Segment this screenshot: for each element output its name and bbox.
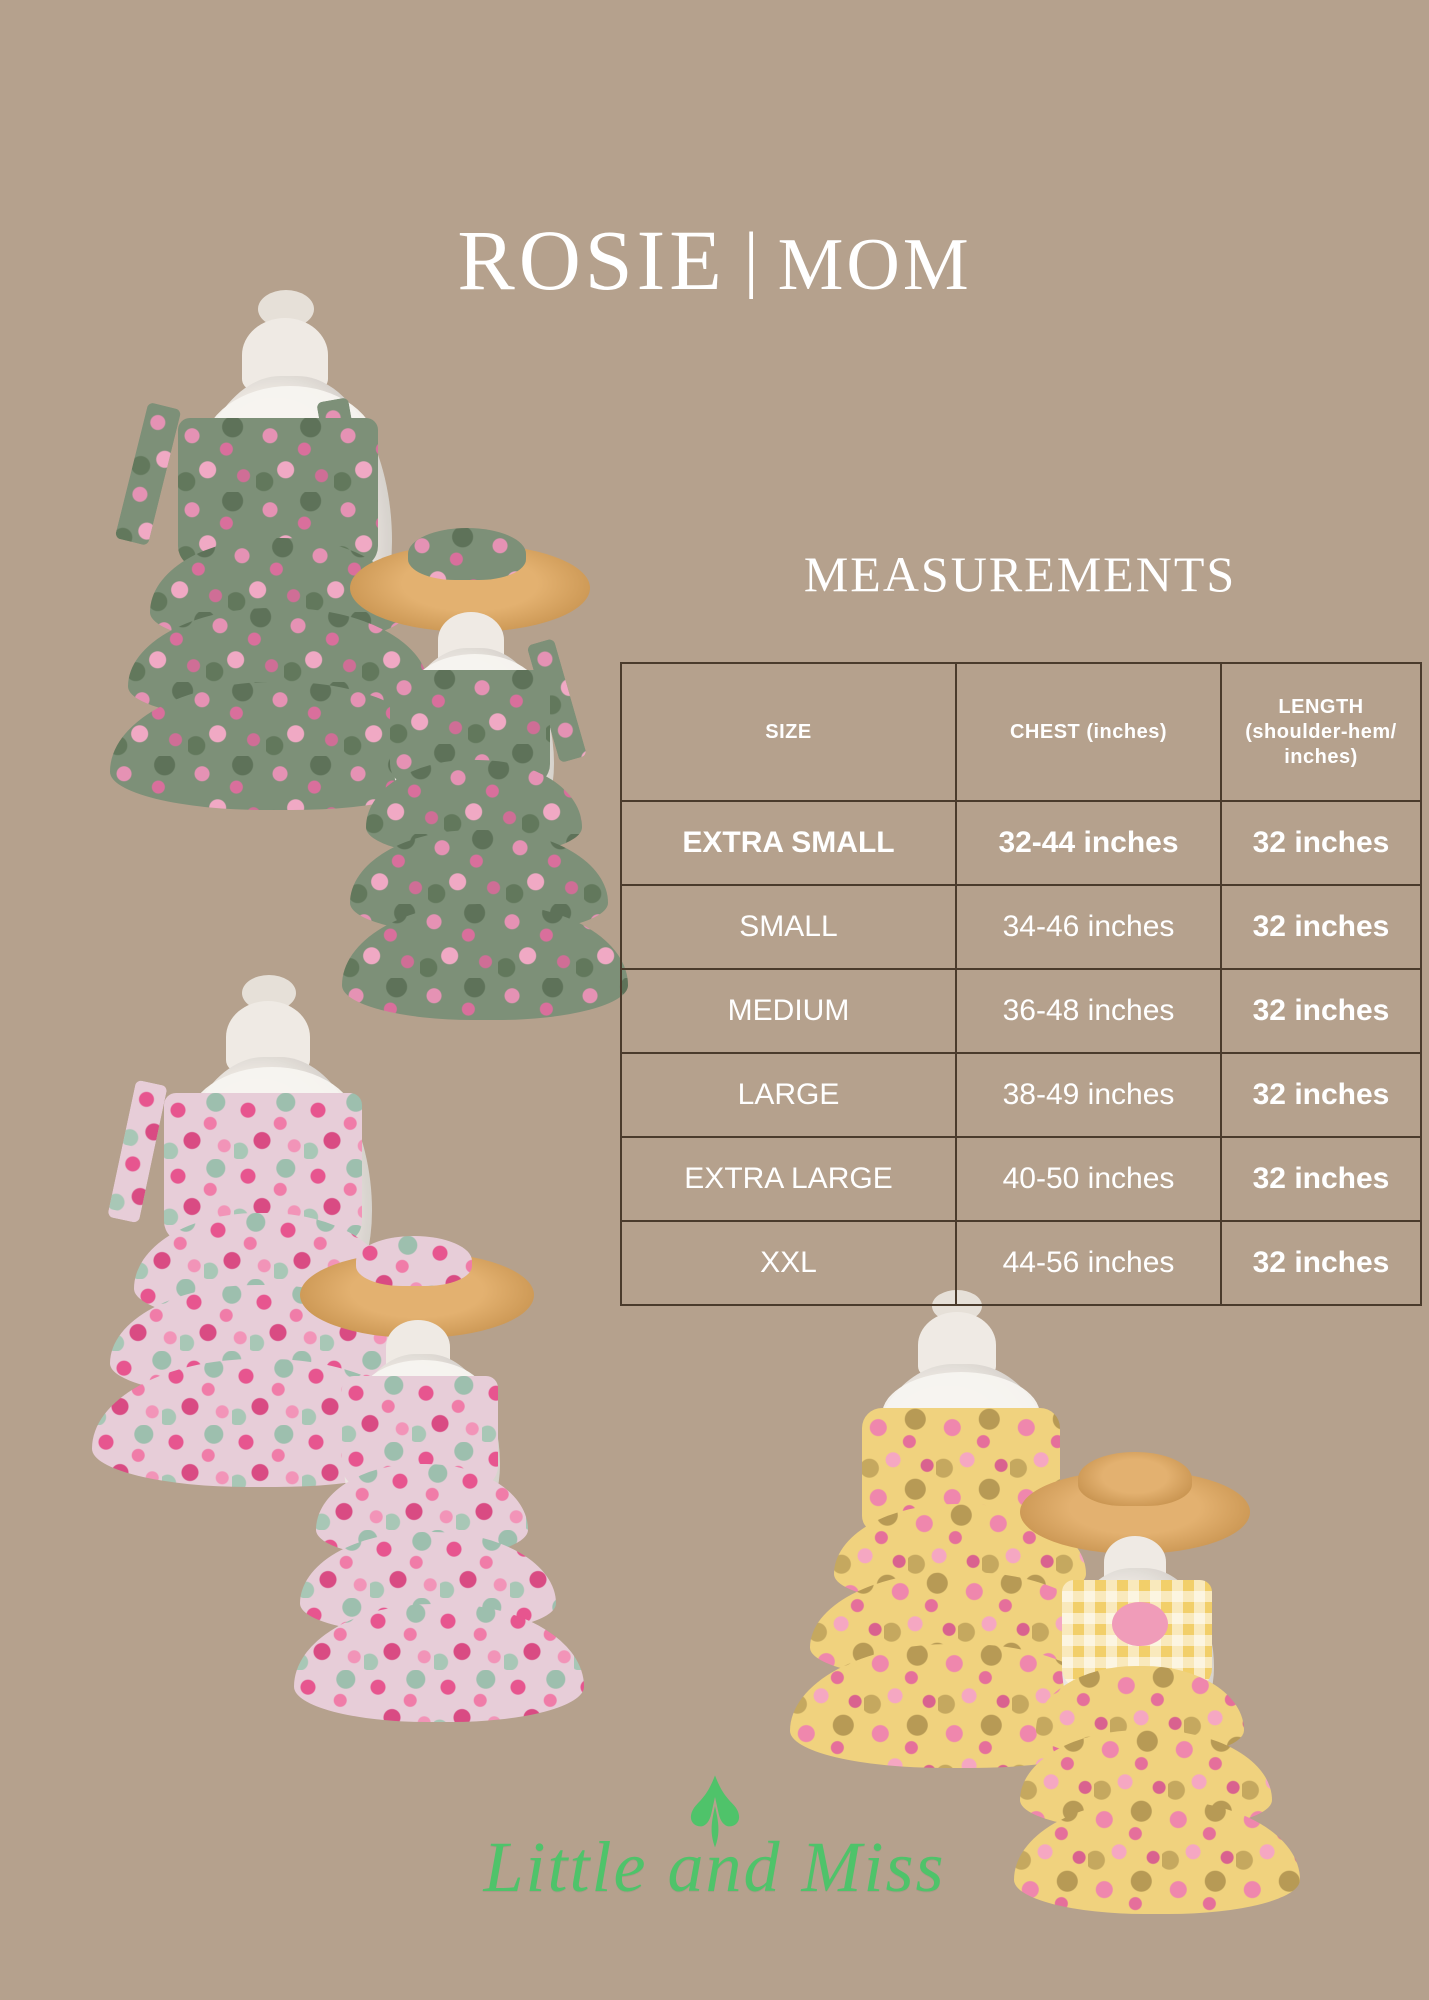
skirt-tier-1 — [316, 1464, 528, 1558]
column-header-chest: CHEST (inches) — [956, 663, 1221, 801]
table-row — [621, 1221, 1421, 1305]
table-row — [621, 885, 1421, 969]
mannequin-torso — [186, 376, 392, 676]
cell-length: 32 inches — [1221, 1137, 1421, 1221]
mannequin-torso — [868, 1364, 1054, 1564]
cell-size: EXTRA LARGE — [621, 1137, 956, 1221]
skirt-tier-3 — [294, 1604, 584, 1722]
skirt-tier-1 — [1036, 1666, 1244, 1758]
mannequin-neck — [918, 1312, 996, 1378]
measurements-heading: MEASUREMENTS — [803, 546, 1237, 602]
skirt-tier-1 — [834, 1504, 1086, 1604]
lace-top — [186, 1067, 358, 1185]
shoulder-tie-right — [527, 638, 588, 763]
straw-hat — [300, 1252, 534, 1338]
cell-length: 32 inches — [1221, 969, 1421, 1053]
rose-applique — [1112, 1602, 1168, 1646]
cell-size: SMALL — [621, 885, 956, 969]
brand-logo — [0, 1770, 1429, 1909]
mannequin-neck — [226, 1001, 310, 1073]
size-chart-table — [620, 662, 1422, 1306]
cell-length: 32 inches — [1221, 1053, 1421, 1137]
cell-chest: 34-46 inches — [956, 885, 1221, 969]
cell-chest: 40-50 inches — [956, 1137, 1221, 1221]
table-header-row — [621, 663, 1421, 801]
skirt-tier-3 — [110, 682, 448, 810]
cell-chest: 44-56 inches — [956, 1221, 1221, 1305]
cell-chest: 38-49 inches — [956, 1053, 1221, 1137]
mannequin-neck — [438, 612, 504, 668]
skirt-tier-1 — [150, 538, 406, 644]
mannequin-neck — [1104, 1536, 1166, 1588]
skirt-tier-2 — [300, 1532, 556, 1634]
bodice — [164, 1093, 362, 1243]
skirt-tier-2 — [810, 1572, 1110, 1680]
cell-size: XXL — [621, 1221, 956, 1305]
lace-top — [358, 1360, 488, 1442]
column-header-length: LENGTH (shoulder-hem/ inches) — [1221, 663, 1421, 801]
cell-size: LARGE — [621, 1053, 956, 1137]
lace-top — [882, 1372, 1040, 1458]
cell-length: 32 inches — [1221, 801, 1421, 885]
yellow-floral-mom-dress — [790, 1290, 1150, 1770]
mannequin-neck — [242, 318, 328, 392]
pink-floral-girl-dress — [300, 1230, 640, 1750]
page-title — [0, 210, 1429, 310]
bodice — [342, 1376, 498, 1488]
skirt-tier-2 — [128, 608, 428, 720]
skirt-tier-3 — [790, 1644, 1126, 1768]
title-divider: | — [743, 218, 760, 300]
mannequin-torso — [344, 1354, 500, 1554]
pink-floral-mom-dress — [90, 975, 460, 1495]
title-variant: MOM — [777, 224, 972, 306]
title-brand: ROSIE — [457, 212, 726, 308]
column-header-size: SIZE — [621, 663, 956, 801]
bodice — [390, 670, 550, 786]
hat-band — [408, 528, 526, 580]
table-row — [621, 1137, 1421, 1221]
table-row — [621, 1053, 1421, 1137]
hat-crown — [1078, 1452, 1192, 1506]
straw-hat — [1020, 1470, 1250, 1554]
table-row — [621, 969, 1421, 1053]
shoulder-tie-left — [107, 1080, 167, 1224]
cell-chest: 36-48 inches — [956, 969, 1221, 1053]
straw-hat — [350, 544, 590, 632]
table-row — [621, 801, 1421, 885]
skirt-tier-2 — [350, 830, 608, 934]
mannequin-knob — [242, 975, 296, 1011]
skirt-tier-3 — [92, 1359, 432, 1487]
cell-length: 32 inches — [1221, 1221, 1421, 1305]
cell-size: MEDIUM — [621, 969, 956, 1053]
bodice — [1062, 1580, 1212, 1690]
mannequin-torso — [1062, 1568, 1214, 1748]
mannequin-neck — [386, 1320, 450, 1374]
shoulder-tie-left — [115, 402, 182, 546]
skirt-tier-2 — [110, 1285, 414, 1397]
skirt-tier-1 — [366, 760, 582, 856]
brand-logo-text: Little and Miss — [483, 1827, 946, 1907]
shoulder-tie-right — [316, 397, 374, 550]
cell-length: 32 inches — [1221, 885, 1421, 969]
skirt-tier-3 — [342, 904, 628, 1020]
cell-size: EXTRA SMALL — [621, 801, 956, 885]
bodice — [178, 418, 378, 568]
cell-chest: 32-44 inches — [956, 801, 1221, 885]
lace-top — [408, 654, 542, 740]
skirt-tier-1 — [134, 1213, 390, 1321]
mannequin-torso — [172, 1057, 372, 1337]
bodice — [862, 1408, 1060, 1532]
lace-top — [202, 386, 378, 516]
green-floral-mom-dress — [110, 290, 470, 810]
mannequin-torso — [394, 648, 554, 858]
hat-band — [356, 1236, 472, 1286]
